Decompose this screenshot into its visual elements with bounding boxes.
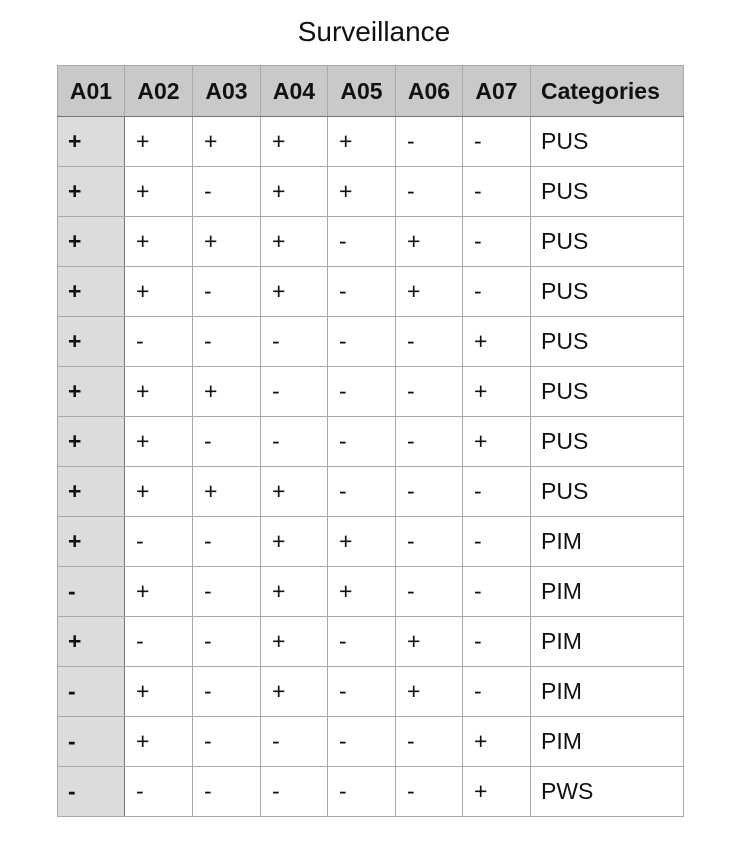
cell-a02: - [125,317,193,367]
cell-a04: - [261,767,328,817]
cell-a07: - [463,567,531,617]
cell-a01: + [58,267,125,317]
cell-a04: - [261,717,328,767]
cell-a01: + [58,117,125,167]
cell-a05: - [328,217,396,267]
cell-a05: + [328,167,396,217]
cell-a02: + [125,167,193,217]
cell-a02: + [125,367,193,417]
surveillance-table [57,65,684,817]
cell-a05: - [328,717,396,767]
cell-a03: - [193,167,261,217]
cell-a06: - [396,317,463,367]
column-header-a07: A07 [463,66,531,117]
cell-a04: + [261,617,328,667]
cell-a05: - [328,617,396,667]
cell-a06: - [396,517,463,567]
cell-a02: + [125,117,193,167]
cell-a07: - [463,167,531,217]
table-row [58,667,684,717]
cell-a01: + [58,167,125,217]
cell-a07: - [463,267,531,317]
cell-a05: - [328,767,396,817]
table-row [58,617,684,667]
cell-a03: + [193,217,261,267]
cell-a06: - [396,367,463,417]
table-row [58,267,684,317]
cell-a02: + [125,567,193,617]
cell-a03: - [193,567,261,617]
table-row [58,317,684,367]
cell-a03: - [193,517,261,567]
cell-a06: + [396,217,463,267]
table-row [58,517,684,567]
cell-a04: + [261,217,328,267]
cell-a02: + [125,217,193,267]
table-row [58,367,684,417]
cell-a04: + [261,167,328,217]
cell-category: PUS [531,467,684,517]
cell-category: PUS [531,367,684,417]
cell-a05: + [328,517,396,567]
cell-a01: - [58,767,125,817]
cell-category: PUS [531,167,684,217]
cell-a04: - [261,417,328,467]
cell-a03: - [193,617,261,667]
column-header-a02: A02 [125,66,193,117]
cell-a03: - [193,667,261,717]
cell-a02: + [125,467,193,517]
cell-a05: + [328,567,396,617]
cell-a01: + [58,617,125,667]
cell-a01: + [58,317,125,367]
cell-a02: - [125,617,193,667]
cell-a03: - [193,417,261,467]
cell-a05: - [328,267,396,317]
cell-a04: + [261,467,328,517]
page-title: Surveillance [297,16,451,47]
cell-a03: - [193,717,261,767]
column-header-a06: A06 [396,66,463,117]
cell-a06: - [396,717,463,767]
cell-a01: + [58,367,125,417]
table-row [58,117,684,167]
column-header-a01: A01 [58,66,125,117]
cell-category: PUS [531,317,684,367]
cell-a06: - [396,567,463,617]
cell-a03: - [193,767,261,817]
cell-a03: - [193,267,261,317]
cell-a06: - [396,417,463,467]
cell-a07: - [463,217,531,267]
cell-a02: + [125,717,193,767]
cell-a07: + [463,717,531,767]
cell-a07: - [463,667,531,717]
cell-category: PIM [531,517,684,567]
header-row [58,66,684,117]
cell-a06: + [396,667,463,717]
cell-a06: - [396,117,463,167]
cell-a01: + [58,417,125,467]
table-row [58,767,684,817]
column-header-a04: A04 [261,66,328,117]
cell-a04: + [261,267,328,317]
cell-category: PIM [531,717,684,767]
cell-a07: - [463,117,531,167]
cell-a04: - [261,317,328,367]
cell-a06: - [396,167,463,217]
cell-a04: + [261,517,328,567]
cell-category: PUS [531,267,684,317]
cell-a04: + [261,567,328,617]
cell-a07: - [463,517,531,567]
cell-a05: + [328,117,396,167]
cell-category: PWS [531,767,684,817]
column-header-a05: A05 [328,66,396,117]
table-row [58,217,684,267]
cell-a01: + [58,467,125,517]
cell-a05: - [328,667,396,717]
cell-category: PUS [531,417,684,467]
cell-a06: + [396,617,463,667]
cell-a07: + [463,767,531,817]
cell-category: PIM [531,667,684,717]
cell-a02: + [125,417,193,467]
cell-a06: - [396,767,463,817]
cell-a01: - [58,717,125,767]
cell-a03: + [193,467,261,517]
cell-a04: + [261,667,328,717]
cell-a02: + [125,267,193,317]
cell-category: PUS [531,217,684,267]
table-row [58,167,684,217]
table-row [58,567,684,617]
cell-a01: + [58,217,125,267]
cell-a02: - [125,767,193,817]
cell-category: PUS [531,117,684,167]
cell-a02: + [125,667,193,717]
cell-a01: - [58,567,125,617]
cell-a05: - [328,317,396,367]
table-row [58,417,684,467]
table-body [58,117,684,817]
cell-a01: + [58,517,125,567]
cell-a07: + [463,317,531,367]
cell-category: PIM [531,567,684,617]
cell-a05: - [328,367,396,417]
cell-a02: - [125,517,193,567]
cell-a07: + [463,367,531,417]
cell-a04: + [261,117,328,167]
cell-a05: - [328,417,396,467]
cell-a03: + [193,117,261,167]
table-row [58,717,684,767]
cell-a06: - [396,467,463,517]
cell-a01: - [58,667,125,717]
cell-a06: + [396,267,463,317]
cell-a04: - [261,367,328,417]
cell-a03: - [193,317,261,367]
cell-a03: + [193,367,261,417]
cell-a07: + [463,417,531,467]
cell-a07: - [463,617,531,667]
column-header-a03: A03 [193,66,261,117]
cell-a05: - [328,467,396,517]
column-header-categories: Categories [531,66,684,117]
cell-category: PIM [531,617,684,667]
table-row [58,467,684,517]
cell-a07: - [463,467,531,517]
